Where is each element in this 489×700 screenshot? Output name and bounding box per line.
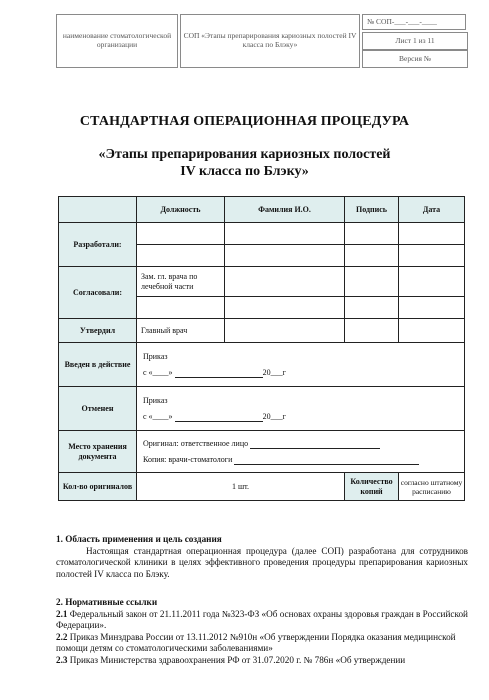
- storage-copy-label: Копия: врачи-стоматологи: [143, 454, 233, 464]
- reference-item: [56, 655, 468, 667]
- order-from: с «____»: [143, 411, 173, 421]
- storage-copy-line: [143, 455, 464, 465]
- table-cell: [345, 245, 399, 267]
- table-cell: [225, 319, 345, 343]
- section-1-heading: 1. Область применения и цель создания: [56, 534, 222, 544]
- section-1-text: Настоящая стандартная операционная процедура (далее СОП) разработана для сотрудников стоматологической клиники в целях эффективного проведения процедуры препарирования кариозных полостей IV класса по Блэку.: [56, 545, 468, 579]
- row-storage-label: Место хранения документа: [59, 431, 137, 473]
- table-cell: [137, 297, 225, 319]
- copies-label: Количество копий: [345, 473, 399, 501]
- table-row: [59, 387, 465, 431]
- row-approved-label: Утвердил: [59, 319, 137, 343]
- table-cell: [137, 223, 225, 245]
- table-cell: [399, 267, 465, 297]
- version-box: Версия №: [362, 50, 468, 68]
- table-cell: [345, 319, 399, 343]
- table-cell: [225, 223, 345, 245]
- introduced-order-cell: [137, 343, 465, 387]
- row-agreed-label: Согласовали:: [59, 267, 137, 319]
- section-2-heading: 2. Нормативные ссылки: [56, 597, 158, 607]
- order-label: Приказ: [143, 351, 168, 361]
- table-cell: [399, 297, 465, 319]
- storage-cell: [137, 431, 465, 473]
- order-underline: [175, 413, 263, 422]
- section-1: [56, 534, 468, 580]
- subtitle-line-1: «Этапы препарирования кариозных полостей: [98, 147, 391, 162]
- table-row: [59, 431, 465, 473]
- row-developed-label: Разработали:: [59, 223, 137, 267]
- table-row: [59, 319, 465, 343]
- org-name-box: наименование стоматологической организации: [56, 14, 178, 68]
- table-row: [59, 343, 465, 387]
- sop-number-box: № СОП-___-___-____: [362, 14, 466, 30]
- header-empty-cell: [59, 197, 137, 223]
- order-date-line: [143, 368, 464, 378]
- table-row: [59, 223, 465, 245]
- approval-table: [58, 196, 465, 501]
- section-2: [56, 597, 468, 667]
- originals-value: 1 шт.: [137, 473, 345, 501]
- order-year: 20___г: [262, 411, 286, 421]
- reference-item: [56, 609, 468, 632]
- reference-text: Приказ Минздрава России от 13.11.2012 №910н «Об утверждении Порядка оказания медицинской помощи детям со стоматологическими заболеваниями»: [56, 631, 456, 654]
- table-cell: [137, 245, 225, 267]
- table-cell: [345, 297, 399, 319]
- table-row: [59, 473, 465, 501]
- document-subtitle: [0, 146, 489, 180]
- document-header: [56, 14, 466, 66]
- storage-original-line: [143, 439, 464, 449]
- col-position-header: Должность: [137, 197, 225, 223]
- row-originals-label: Кол-во оригиналов: [59, 473, 137, 501]
- reference-number: 2.1: [56, 608, 68, 619]
- row-introduced-label: Введен в действие: [59, 343, 137, 387]
- table-header-row: [59, 197, 465, 223]
- col-date-header: Дата: [399, 197, 465, 223]
- table-cell: [399, 245, 465, 267]
- table-cell: [225, 245, 345, 267]
- storage-underline: [250, 440, 380, 449]
- reference-text: Федеральный закон от 21.11.2011 года №323-ФЗ «Об основах охраны здоровья граждан в Российской Федерации».: [56, 608, 468, 631]
- col-signature-header: Подпись: [345, 197, 399, 223]
- order-from: с «____»: [143, 367, 173, 377]
- sop-title-box: СОП «Этапы препарирования кариозных полостей IV класса по Блэку»: [180, 14, 360, 68]
- table-row: [59, 267, 465, 297]
- table-cell: [399, 319, 465, 343]
- approved-position-cell: Главный врач: [137, 319, 225, 343]
- order-label: Приказ: [143, 395, 168, 405]
- copies-value: согласно штатному расписанию: [399, 473, 465, 501]
- table-cell: [399, 223, 465, 245]
- subtitle-line-2: IV класса по Блэку»: [180, 164, 309, 179]
- order-underline: [175, 369, 263, 378]
- col-name-header: Фамилия И.О.: [225, 197, 345, 223]
- order-date-line: [143, 412, 464, 422]
- reference-number: 2.3: [56, 654, 68, 665]
- storage-underline: [234, 456, 419, 465]
- agreed-position-cell: Зам. гл. врача по лечебной части: [137, 267, 225, 297]
- table-cell: [225, 297, 345, 319]
- table-cell: [225, 267, 345, 297]
- sheet-number-box: Лист 1 из 11: [362, 32, 468, 50]
- document-title: СТАНДАРТНАЯ ОПЕРАЦИОННАЯ ПРОЦЕДУРА: [79, 114, 410, 129]
- reference-number: 2.2: [56, 631, 68, 642]
- table-cell: [345, 267, 399, 297]
- storage-original-label: Оригинал: ответственное лицо: [143, 438, 249, 448]
- reference-item: [56, 632, 468, 655]
- order-year: 20___г: [262, 367, 286, 377]
- reference-text: Приказ Министерства здравоохранения РФ от 31.07.2020 г. № 786н «Об утверждении: [67, 654, 406, 665]
- cancelled-order-cell: [137, 387, 465, 431]
- row-cancelled-label: Отменен: [59, 387, 137, 431]
- table-cell: [345, 223, 399, 245]
